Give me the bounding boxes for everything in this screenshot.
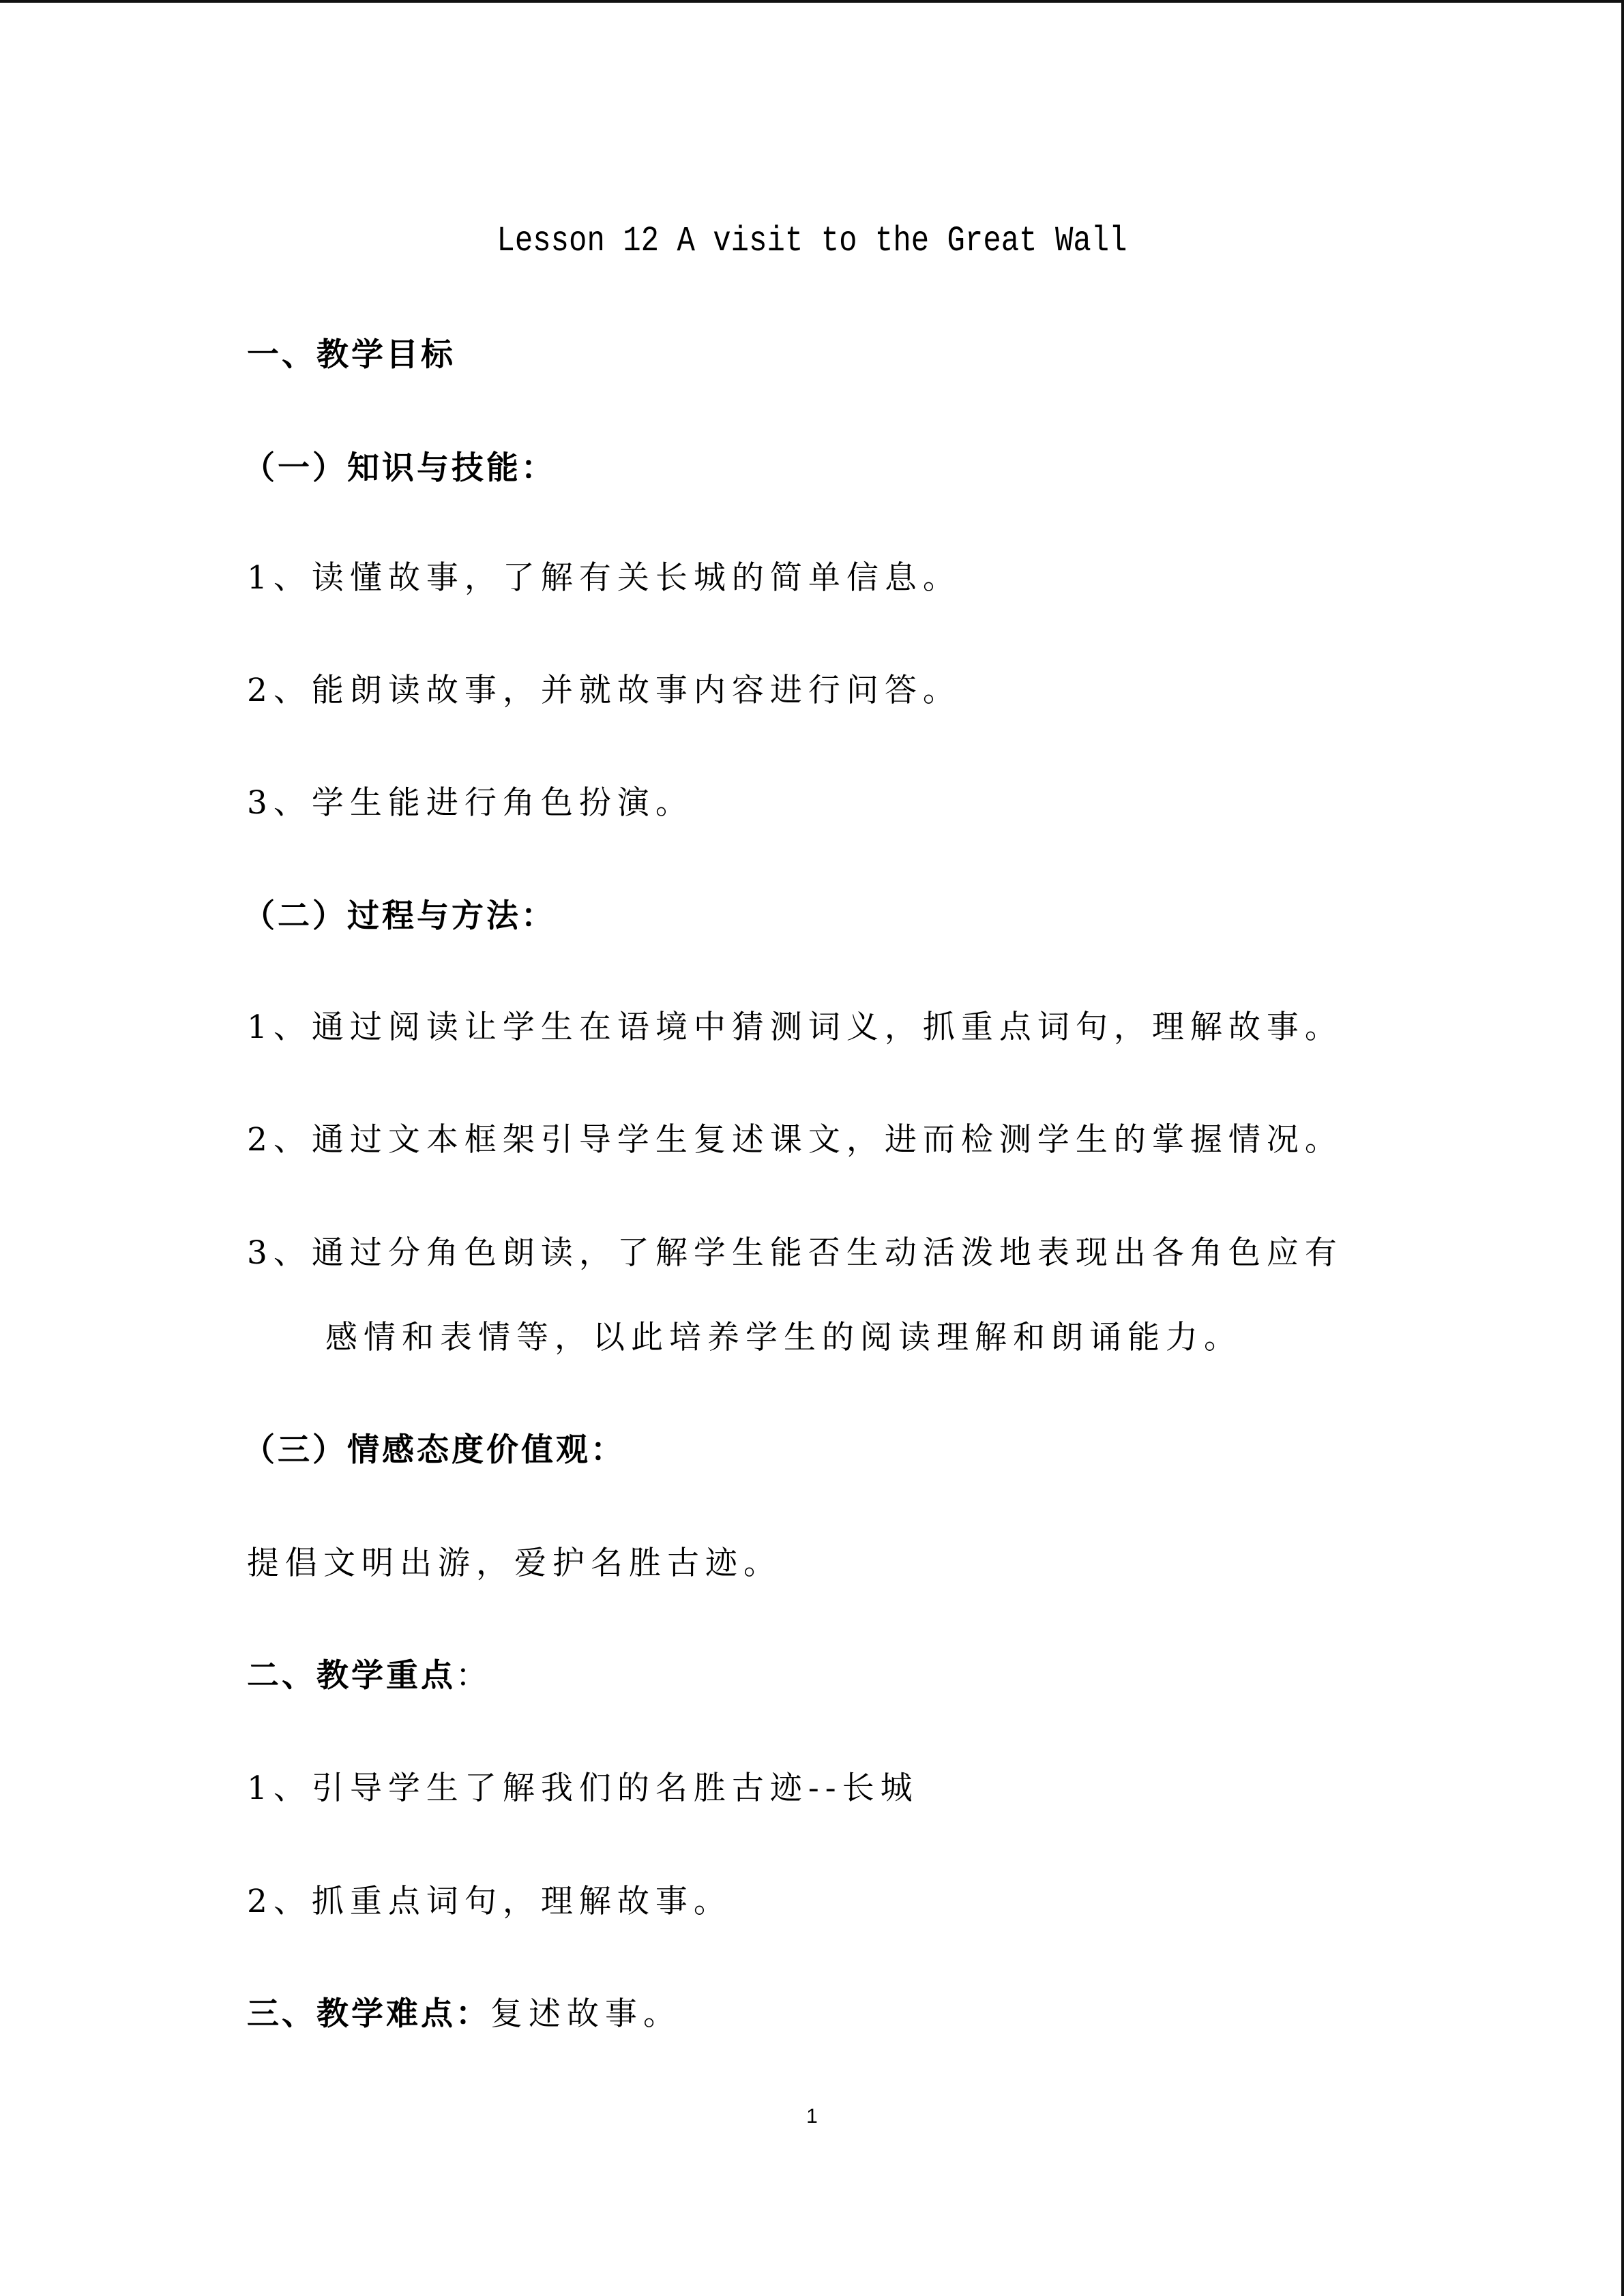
key-point-item-1: 1、引导学生了解我们的名胜古迹--长城 [247,1770,919,1807]
key-point-item-2: 2、抓重点词句，理解故事。 [247,1883,732,1920]
section-difficulties-row [247,1994,681,2035]
process-item-2: 2、通过文本框架引导学生复述课文，进而检测学生的掌握情况。 [247,1121,1343,1159]
section-heading-key-points: 二、教学重点 [247,1657,456,1695]
attitude-text: 提倡文明出游，爱护名胜古迹。 [247,1545,782,1582]
process-item-3: 3、通过分角色朗读，了解学生能否生动活泼地表现出各角色应有 [247,1234,1343,1272]
knowledge-item-3: 3、学生能进行角色扮演。 [247,784,694,822]
page-number: 1 [806,2105,818,2128]
key-points-colon: ： [456,1657,494,1695]
process-item-1: 1、通过阅读让学生在语境中猜测词义，抓重点词句，理解故事。 [247,1009,1343,1046]
section-heading-difficulties: 三、教学难点： [247,1995,490,2033]
document-title: Lesson 12 A visit to the Great Wall [497,221,1127,262]
subsection-heading-process: （二）过程与方法： [243,897,556,935]
section-heading-objectives: 一、教学目标 [247,336,456,374]
knowledge-item-1: 1、读懂故事，了解有关长城的简单信息。 [247,559,961,597]
subsection-heading-attitude: （三）情感态度价值观： [243,1431,625,1469]
section-heading-key-points-row [247,1656,494,1697]
difficulties-text: 复述故事。 [490,1995,681,2033]
process-item-3-continuation: 感情和表情等，以此培养学生的阅读理解和朗诵能力。 [325,1319,1242,1356]
subsection-heading-knowledge: （一）知识与技能： [243,449,556,487]
knowledge-item-2: 2、能朗读故事，并就故事内容进行问答。 [247,672,961,709]
